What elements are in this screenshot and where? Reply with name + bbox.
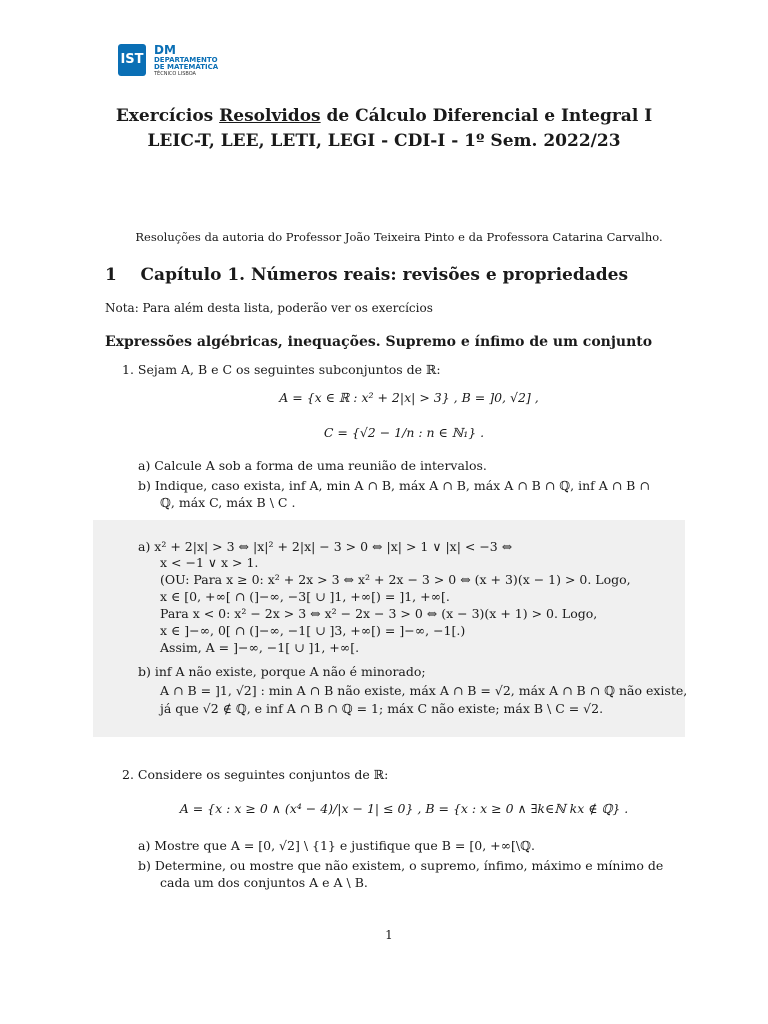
ex1-b2: ℚ, máx C, máx B \ C . bbox=[160, 495, 296, 510]
section-heading bbox=[105, 265, 628, 285]
section-number: 1 bbox=[105, 265, 117, 285]
doc-title-line1 bbox=[0, 106, 768, 126]
sol1-l1: a) x² + 2|x| > 3 ⇔ |x|² + 2|x| − 3 > 0 ⇔ |x| > 1 ∨ |x| < −3 ⇔ bbox=[138, 539, 513, 554]
ex2-b1: b) Determine, ou mostre que não existem, o supremo, ínfimo, máximo e mínimo de bbox=[138, 858, 664, 873]
ex2-a: a) Mostre que A = [0, √2] \ {1} e justifique que B = [0, +∞[\ℚ. bbox=[138, 838, 535, 853]
title-underlined: Resolvidos bbox=[219, 106, 321, 126]
ex2-b2: cada um dos conjuntos A e A \ B. bbox=[160, 875, 368, 890]
ex1-eq1: A = {x ∈ ℝ : x² + 2|x| > 3} , B = ]0, √2] , bbox=[279, 390, 539, 405]
subsection-heading: Expressões algébricas, inequações. Supremo e ínfimo de um conjunto bbox=[105, 334, 653, 350]
sol1-l7: Assim, A = ]−∞, −1[ ∪ ]1, +∞[. bbox=[160, 640, 360, 655]
ex1-a: a) Calcule A sob a forma de uma reunião de intervalos. bbox=[138, 458, 487, 473]
sol1-l6: x ∈ ]−∞, 0[ ∩ (]−∞, −1[ ∪ ]3, +∞[) = ]−∞, −1[.) bbox=[160, 623, 466, 638]
ex2-intro: 2. Considere os seguintes conjuntos de ℝ: bbox=[122, 767, 389, 782]
title-pre: Exercícios bbox=[115, 106, 220, 126]
logo-line3: TÉCNICO LISBOA bbox=[154, 71, 196, 78]
ex1-intro: 1. Sejam A, B e C os seguintes subconjuntos de ℝ: bbox=[122, 362, 441, 377]
sol1-l5: Para x < 0: x² − 2x > 3 ⇔ x² − 2x − 3 > 0 ⇔ (x − 3)(x + 1) > 0. Logo, bbox=[160, 606, 598, 621]
logo-dm: DM bbox=[154, 43, 176, 57]
sol1-l10: já que √2 ∉ ℚ, e inf A ∩ B ∩ ℚ = 1; máx C não existe; máx B \ C = √2. bbox=[160, 701, 604, 716]
ex1-eq2: C = {√2 − 1/n : n ∈ ℕ₁} . bbox=[323, 425, 485, 440]
title-post: de Cálculo Diferencial e Integral I bbox=[320, 106, 653, 126]
doc-title-line2: LEIC-T, LEE, LETI, LEGI - CDI-I - 1º Sem. 2022/23 bbox=[147, 131, 621, 151]
sol1-l4: x ∈ [0, +∞[ ∩ (]−∞, −3[ ∪ ]1, +∞[) = ]1, +∞[. bbox=[160, 589, 450, 604]
ex2-eq: A = {x : x ≥ 0 ∧ (x⁴ − 4)/|x − 1| ≤ 0} , B = {x : x ≥ 0 ∧ ∃k∈ℕ kx ∉ ℚ} . bbox=[179, 801, 629, 816]
page-number: 1 bbox=[385, 928, 393, 942]
logo-text bbox=[154, 44, 218, 78]
sol1-l3: (OU: Para x ≥ 0: x² + 2x > 3 ⇔ x² + 2x − 3 > 0 ⇔ (x + 3)(x − 1) > 0. Logo, bbox=[160, 572, 631, 587]
authors-line: Resoluções da autoria do Professor João Teixeira Pinto e da Professora Catarina Carvalho. bbox=[135, 230, 663, 244]
ex1-b1: b) Indique, caso exista, inf A, min A ∩ B, máx A ∩ B, máx A ∩ B ∩ ℚ, inf A ∩ B ∩ bbox=[138, 478, 650, 493]
ist-logo-icon: IST bbox=[118, 44, 146, 76]
section-title: Capítulo 1. Números reais: revisões e propriedades bbox=[140, 265, 629, 285]
sol1-l2: x < −1 ∨ x > 1. bbox=[160, 555, 259, 570]
dm-logo bbox=[118, 44, 218, 78]
note-line: Nota: Para além desta lista, poderão ver os exercícios bbox=[105, 301, 433, 315]
logo-line2: DE MATEMÁTICA bbox=[154, 62, 219, 71]
logo-line1: DEPARTAMENTO bbox=[154, 55, 218, 64]
sol1-l8: b) inf A não existe, porque A não é minorado; bbox=[138, 664, 426, 679]
sol1-l9: A ∩ B = ]1, √2] : min A ∩ B não existe, máx A ∩ B = √2, máx A ∩ B ∩ ℚ não existe, bbox=[160, 683, 688, 698]
